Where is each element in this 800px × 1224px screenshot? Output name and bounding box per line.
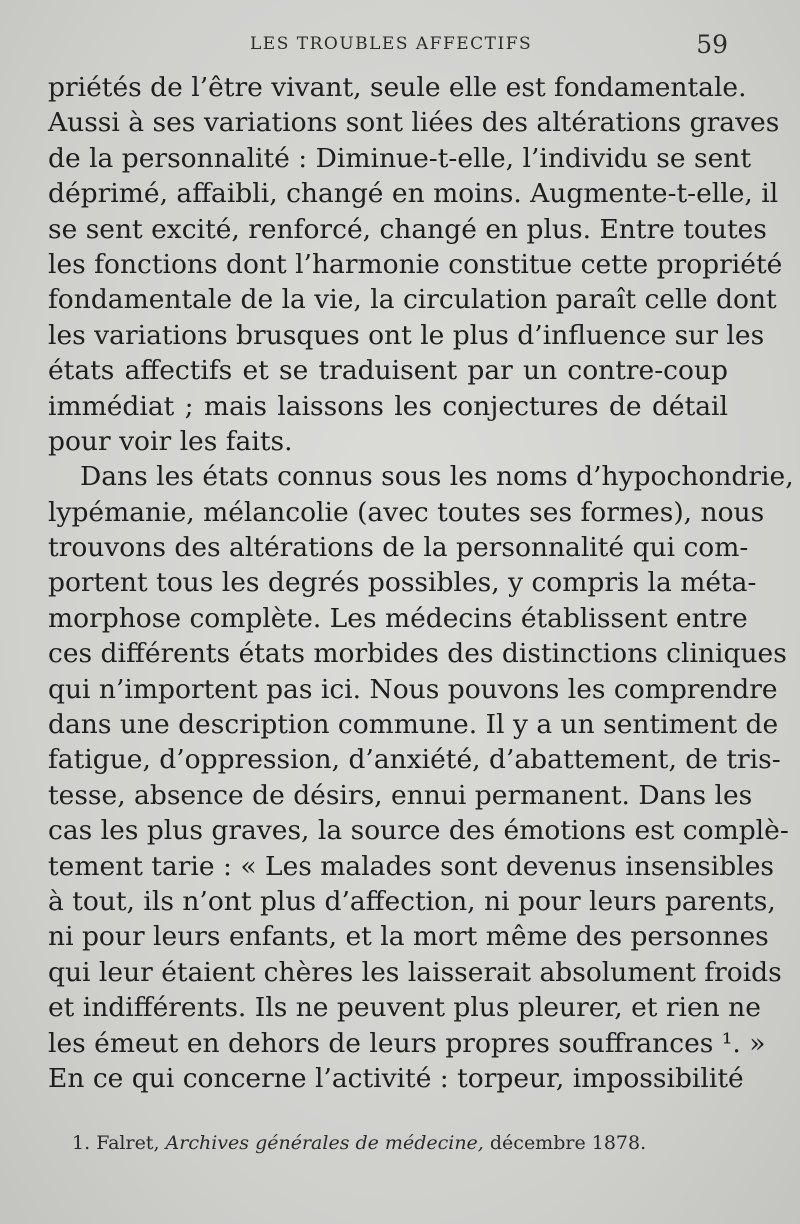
text-line: états affectifs et se traduisent par un contre-coup [48, 355, 728, 387]
text-line: qui n’importent pas ici. Nous pouvons les comprendre [48, 673, 778, 705]
text-line: pour voir les faits. [48, 425, 293, 457]
text-line: et indifférents. Ils ne peuvent plus pleurer, et rien ne [48, 992, 761, 1024]
text-line: cas les plus graves, la source des émotions est complè- [48, 815, 789, 847]
text-line: qui leur étaient chères les laisserait absolument froids [48, 956, 782, 988]
page-number: 59 [696, 30, 728, 59]
page-header [250, 30, 728, 60]
text-line: ces différents états morbides des distinctions cliniques [48, 638, 787, 670]
text-line: ni pour leurs enfants, et la mort même des personnes [48, 921, 769, 953]
text-line: priétés de l’être vivant, seule elle est fondamentale. [48, 72, 747, 103]
text-line: à tout, ils n’ont plus d’affection, ni pour leurs parents, [48, 885, 776, 917]
text-line: Dans les états connus sous les noms d’hypochondrie, [80, 461, 794, 493]
text-line: de la personnalité : Diminue-t-elle, l’individu se sent [48, 142, 751, 174]
text-line: se sent excité, renforcé, changé en plus. Entre toutes [48, 213, 767, 245]
footnote-marker: 1. [72, 1132, 91, 1154]
text-line: trouvons des altérations de la personnalité qui com- [48, 532, 749, 564]
text-line: fondamentale de la vie, la circulation paraît celle dont [48, 284, 777, 316]
text-line: immédiat ; mais laissons les conjectures de détail [48, 390, 728, 422]
text-line: portent tous les degrés possibles, y compris la méta- [48, 567, 757, 599]
text-line: fatigue, d’oppression, d’anxiété, d’abattement, de tris- [48, 744, 781, 776]
text-line: les variations brusques ont le plus d’influence sur les [48, 319, 765, 351]
text-line: dans une description commune. Il y a un sentiment de [48, 709, 779, 741]
text-line: déprimé, affaibli, changé en moins. Augmente-t-elle, il [48, 178, 779, 210]
footnote [72, 1132, 712, 1154]
text-line: En ce qui concerne l’activité : torpeur, impossibilité [48, 1062, 744, 1094]
text-line: lypémanie, mélancolie (avec toutes ses formes), nous [48, 496, 765, 528]
running-head: LES TROUBLES AFFECTIFS [250, 34, 533, 54]
text-line: Aussi à ses variations sont liées des altérations graves [48, 107, 780, 139]
footnote-date: décembre 1878. [489, 1132, 647, 1154]
body-text [48, 70, 794, 1096]
text-line: les émeut en dehors de leurs propres souffrances ¹. » [48, 1027, 766, 1059]
text-line: morphose complète. Les médecins établissent entre [48, 602, 748, 634]
footnote-work-title: Archives générales de médecine, [165, 1132, 484, 1154]
text-line: les fonctions dont l’harmonie constitue cette propriété [48, 248, 783, 280]
footnote-author: Falret, [96, 1132, 160, 1154]
text-line: tesse, absence de désirs, ennui permanent. Dans les [48, 779, 753, 811]
text-line: tement tarie : « Les malades sont devenus insensibles [48, 850, 774, 882]
